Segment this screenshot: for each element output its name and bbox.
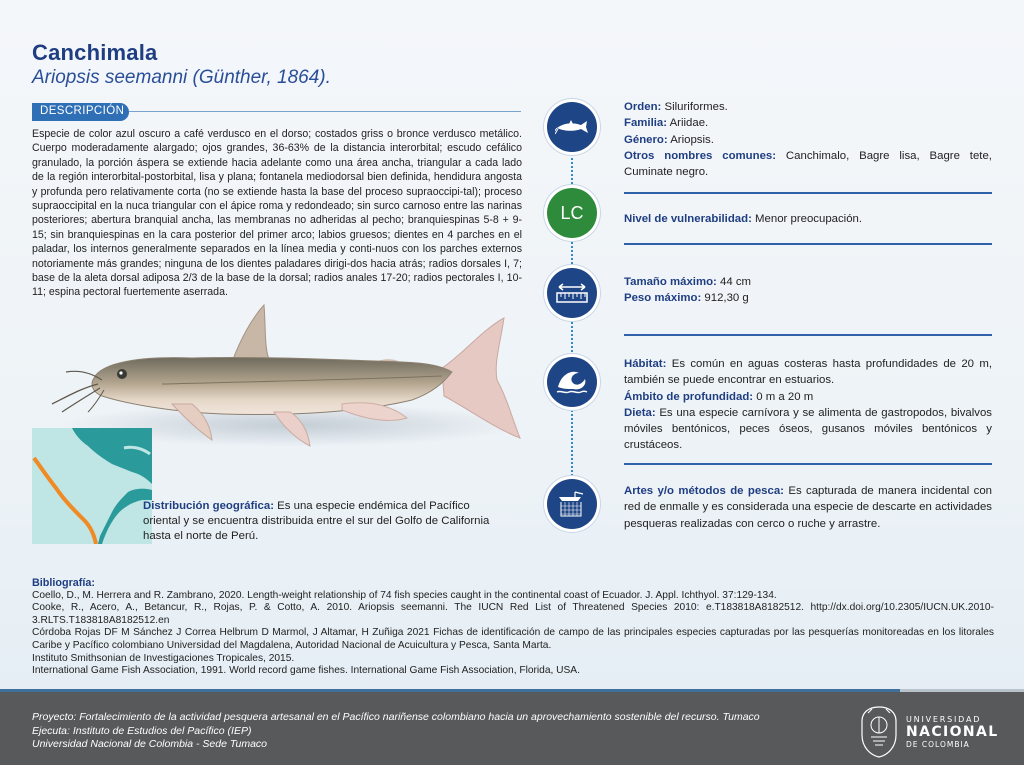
tamano-value: 44 cm xyxy=(716,276,752,288)
bibliography-title: Bibliografía: xyxy=(32,577,95,589)
footer-university: Universidad Nacional de Colombia - Sede Tumaco xyxy=(32,738,268,751)
distribution-text xyxy=(143,499,493,544)
lc-badge: LC xyxy=(547,188,597,238)
boat-net-icon xyxy=(547,479,597,529)
orden-label: Orden: xyxy=(624,101,662,113)
common-name: Canchimala xyxy=(32,40,158,65)
ruler-icon xyxy=(547,268,597,318)
section-divider xyxy=(624,243,992,245)
vulnerability-value: Menor preocupación. xyxy=(751,213,863,225)
bibliography-ref: International Game Fish Association, 1991. World record game fishes. International Game Fish Association, Florida, USA. xyxy=(32,665,580,677)
distribution-map xyxy=(32,428,152,544)
orden-value: Siluriformes. xyxy=(661,101,728,113)
distribution-label: Distribución geográfica: xyxy=(143,500,275,512)
dieta-value: Es una especie carnívora y se alimenta de gastropodos, bivalvos móviles bentónicos, peces óseos, gusanos móviles bentónicos y crustáceos. xyxy=(624,406,992,452)
university-line3: DE COLOMBIA xyxy=(906,740,970,749)
wave-icon xyxy=(547,357,597,407)
otros-nombres-label: Otros nombres comunes: xyxy=(624,149,777,162)
peso-label: Peso máximo: xyxy=(624,292,702,305)
otros-nombres-value: Canchimalo, Bagre lisa, Bagre tete, Cuminate negro. xyxy=(624,149,992,179)
footer-executor: Ejecuta: Instituto de Estudios del Pacífico (IEP) xyxy=(32,724,252,737)
scientific-name: Ariopsis seemanni (Günther, 1864). xyxy=(32,67,331,88)
fish-icon xyxy=(547,102,597,152)
fishing-value: Es capturada de manera incidental con red de enmalle y es considerada una especie de descarte en actividades pesqueras realizadas con cerco o ruche y arrastre. xyxy=(624,485,992,530)
university-wordmark xyxy=(906,715,999,749)
genero-value: Ariopsis. xyxy=(667,133,714,146)
fishing-panel xyxy=(624,483,992,532)
vulnerability-panel xyxy=(624,211,992,227)
bibliography-ref: Cooke, R., Acero, A., Betancur, R., Rojas, P. & Cotto, A. 2010. Ariopsis seemanni. The IUCN Red List of Threatened Species 2010: e.T183818A8182512. http://dx.doi.org/10.2305/IUCN.UK.2010-3.RLTS.T183818A8182512.en xyxy=(32,602,994,626)
bibliography-ref: Coello, D., M. Herrera and R. Zambrano, 2020. Length-weight relationship of 74 fish species caught in the continental coast of Ecuador. J. Appl. Ichthyol. 37:129-134. xyxy=(32,589,777,601)
footer-credits xyxy=(32,711,812,752)
genero-label: Género: xyxy=(624,133,668,146)
description-badge: DESCRIPCIÓN xyxy=(32,103,129,121)
size-panel xyxy=(624,274,992,307)
section-divider xyxy=(624,192,992,194)
distribution-value: Es una especie endémica del Pacífico oriental y se encuentra distribuida entre el sur del Golfo de California hasta el norte de Perú. xyxy=(143,500,490,542)
description-text: Especie de color azul oscuro a café verdusco en el dorso; costados griss o bronce verdusco metálico. Cuerpo moderadamente alargado; ojos grandes, 36-63% de la distancia interorbital; escudo cefálico granulado, la porción áspera se extiende hacia adelante como una área ancha, triangular a cada lado de la región interorbital-postorbital, lisa y plana; fontanela mediodorsal bien definida, hendidura angosta y profunda pero relativamente corta (no se extiende hasta la base del proceso supraoccipi-tal); proceso supraoccipital en la nuca triangular con el ápice roma y redondeado; sin surco carnoso entre las narinas posteriores; abertura branquial ancha, las membranas no adheridas al pecho; branquiespinas 5-8 + 9-15; sin branquiespinas en la cara posterior del primer arco; labios gruesos; dientes en 4 parches en el paladar, los internos generalmente separados en la línea media y conti-nuos con los parches externos notoriamente más grandes; ninguna de los dientes paladares dirigi-dos hacia atrás; radios dorsales I, 7; base de la aleta dorsal adiposa 2/3 de la base de la dorsal; radios anales 17-20; radios pectorales I, 10-11; espina pectoral fuertemente aserrada. xyxy=(32,128,522,299)
dieta-label: Dieta: xyxy=(624,406,656,419)
taxonomy-panel xyxy=(624,99,992,180)
footer-project: Proyecto: Fortalecimiento de la actividad pesquera artesanal en el Pacífico nariñense colombiano hacia un aprovechamiento sostenible del recurso. Tumaco xyxy=(32,711,760,723)
habitat-value: Es común en aguas costeras hasta profundidades de 20 m, también se puede encontrar en estuarios. xyxy=(624,358,992,387)
familia-value: Ariidae. xyxy=(667,117,709,130)
fishing-label: Artes y/o métodos de pesca: xyxy=(624,485,784,497)
habitat-label: Hábitat: xyxy=(624,358,667,370)
ambito-value: 0 m a 20 m xyxy=(753,390,814,403)
familia-label: Familia: xyxy=(624,117,668,130)
description-divider xyxy=(129,111,521,112)
section-divider xyxy=(624,334,992,336)
bibliography-ref: Córdoba Rojas DF M Sánchez J Correa Helbrum D Marmol, J Altamar, H Zuñiga 2021 Fichas de identificación de campo de las principales especies capturadas por las pesquerías monitoreadas en los litorales Caribe y Pacífico colombiano Universidad del Magdalena, Autoridad Nacional de Acuicultura y Pesca, Santa Marta. xyxy=(32,627,994,651)
bibliography-ref: Instituto Smithsonian de Investigaciones Tropicales, 2015. xyxy=(32,652,295,664)
vulnerability-label: Nivel de vulnerabilidad: xyxy=(624,213,752,225)
university-line1: UNIVERSIDAD xyxy=(906,715,982,724)
section-divider xyxy=(624,463,992,465)
university-line2: NACIONAL xyxy=(906,724,999,740)
title-block xyxy=(32,40,331,89)
university-seal-icon xyxy=(858,705,900,759)
habitat-panel xyxy=(624,356,992,454)
bibliography xyxy=(32,577,994,678)
peso-value: 912,30 g xyxy=(701,292,749,305)
tamano-label: Tamaño máximo: xyxy=(624,276,717,288)
ambito-label: Ámbito de profundidad: xyxy=(624,390,754,403)
